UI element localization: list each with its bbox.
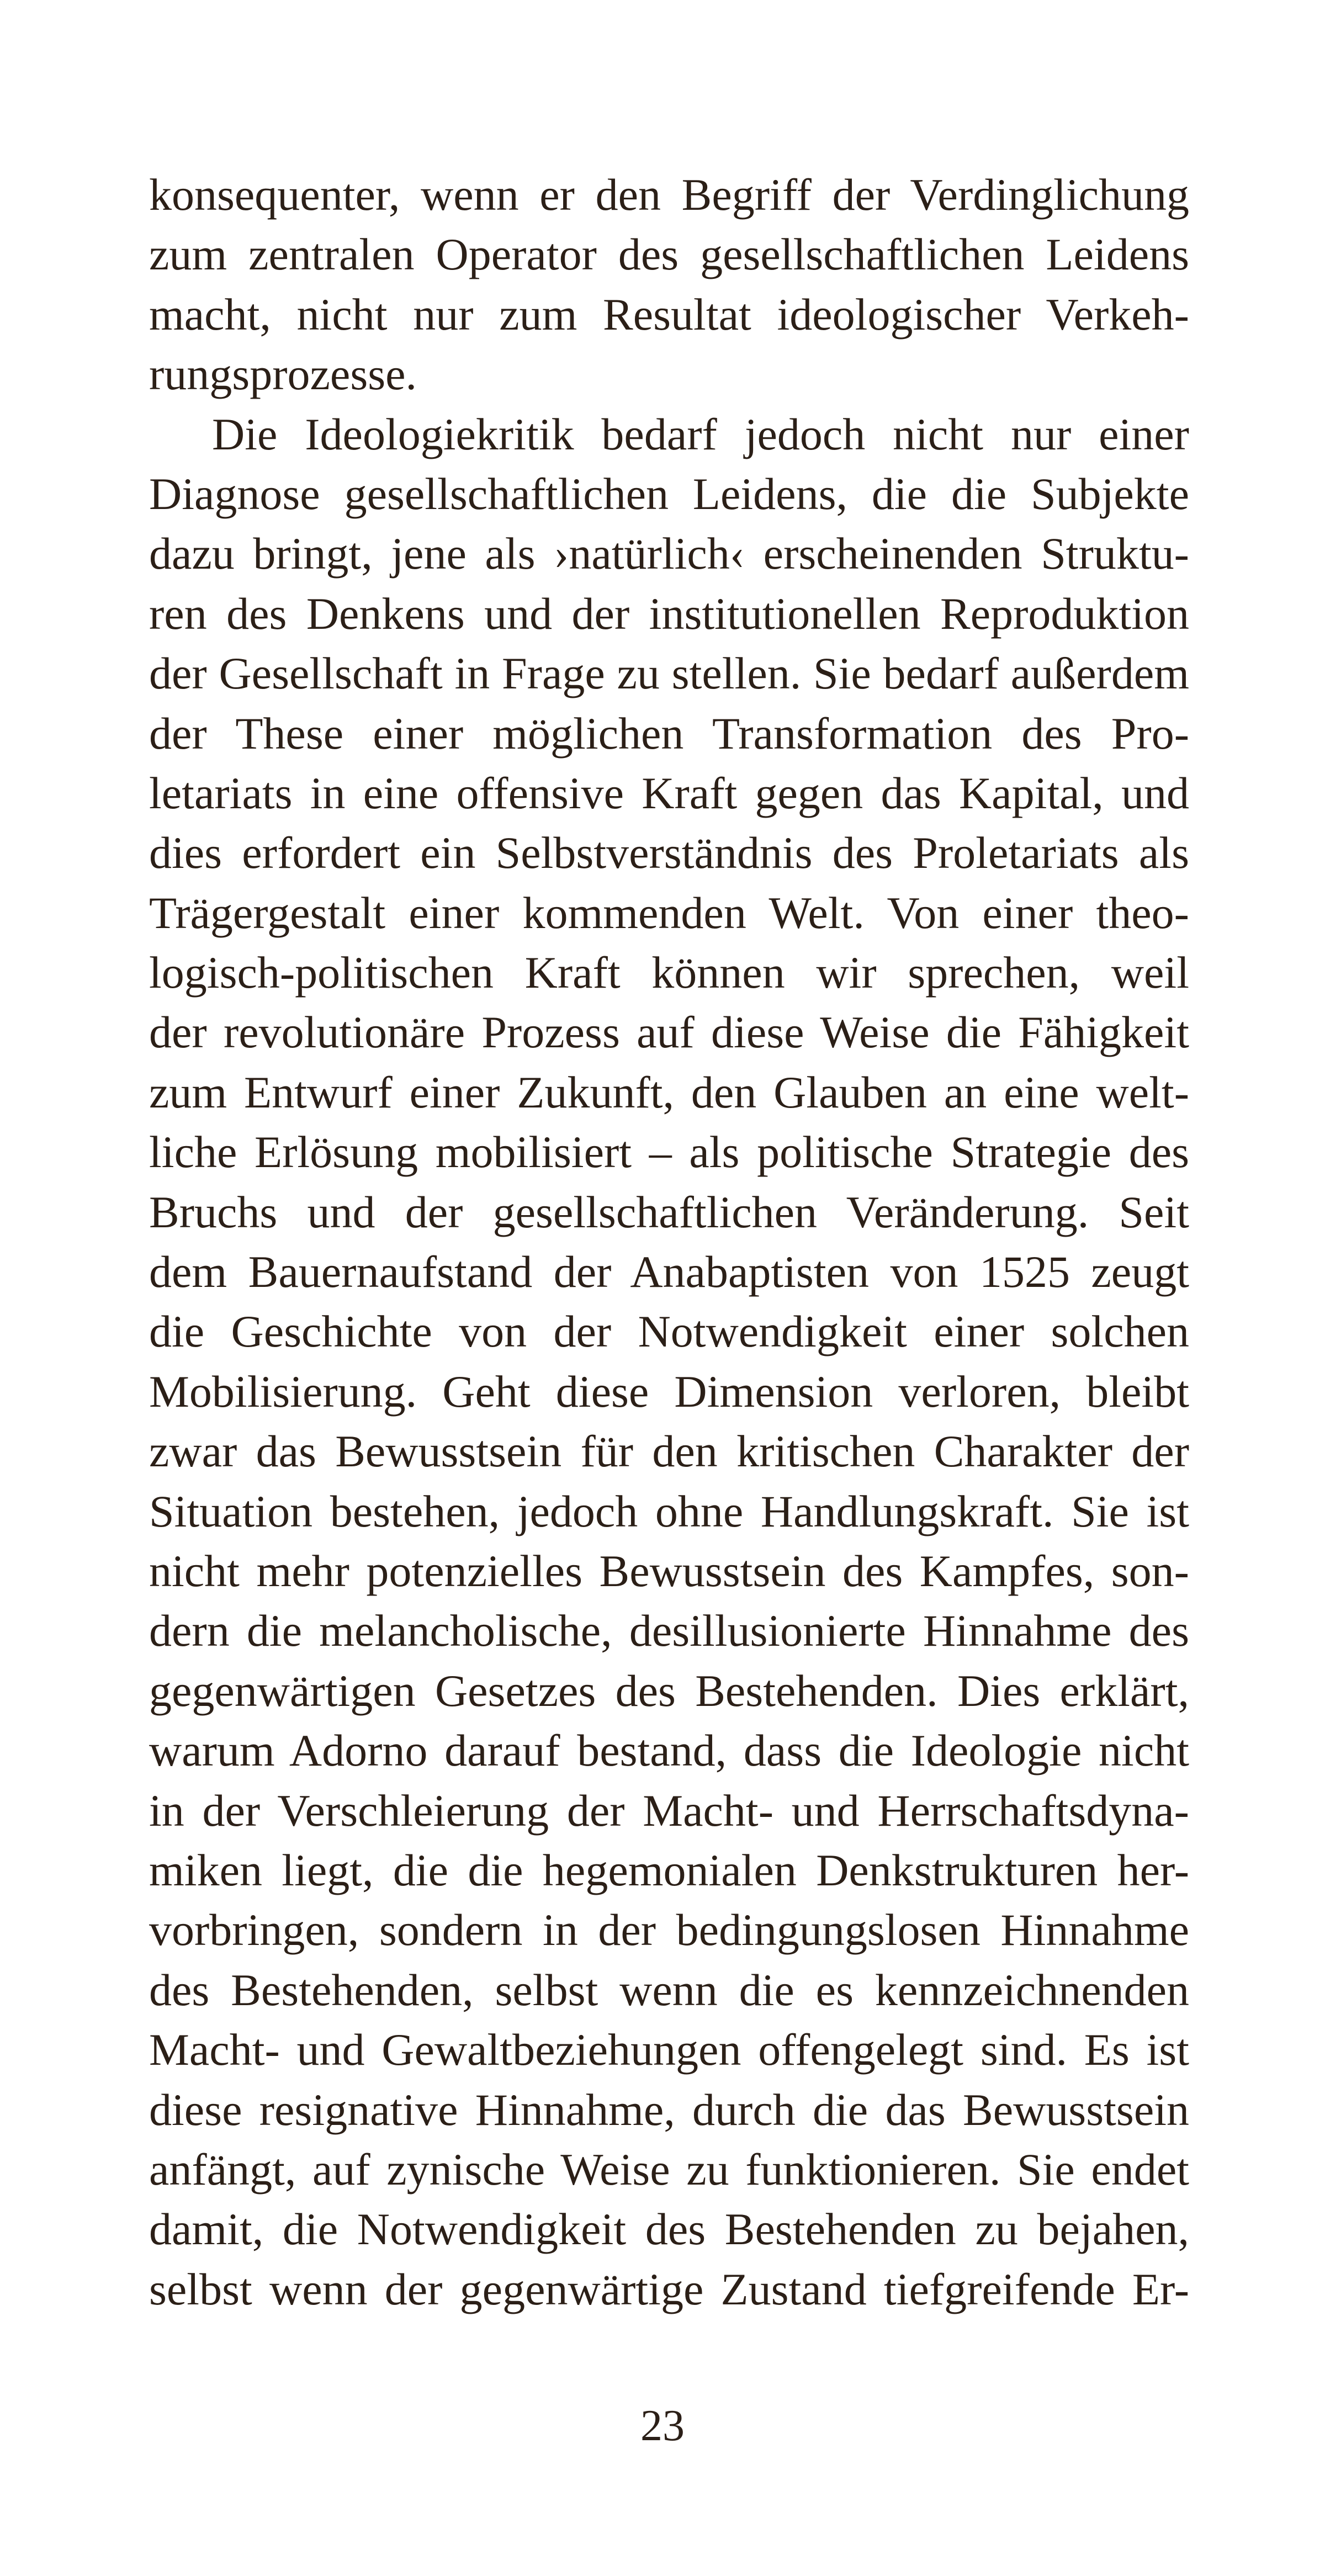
text-line: Trägergestalt einer kommenden Welt. Von einer theo- [149,887,1189,938]
text-line: dem Bauernaufstand der Anabaptisten von 1525 zeugt [149,1247,1189,1297]
body-text [149,165,1189,2319]
text-line: dern die melancholische, desillusionierte Hinnahme des [149,1605,1189,1656]
text-line: miken liegt, die die hegemonialen Denkstrukturen her- [149,1844,1189,1895]
text-line: nicht mehr potenzielles Bewusstsein des Kampfes, son- [149,1545,1189,1596]
text-line: zum Entwurf einer Zukunft, den Glauben an eine welt- [149,1067,1189,1117]
text-line: ren des Denkens und der institutionellen Reproduktion [149,588,1189,639]
text-line: Situation bestehen, jedoch ohne Handlungskraft. Sie ist [149,1486,1189,1536]
text-line: logisch-politischen Kraft können wir sprechen, weil [149,947,1189,998]
page-number: 23 [640,2402,685,2450]
text-line: liche Erlösung mobilisiert – als politische Strategie des [149,1127,1189,1178]
text-line: die Geschichte von der Notwendigkeit einer solchen [149,1306,1189,1357]
text-line: dazu bringt, jene als ›natürlich‹ erscheinenden Struktu- [149,528,1189,579]
text-line: der These einer möglichen Transformation des Pro- [149,708,1189,759]
text-line: selbst wenn der gegenwärtige Zustand tiefgreifende Er- [149,2264,1189,2314]
text-line: rungsprozesse. [149,349,417,400]
text-line: des Bestehenden, selbst wenn die es kennzeichnenden [149,1964,1189,2015]
text-line: letariats in eine offensive Kraft gegen das Kapital, und [149,767,1189,818]
text-line: Die Ideologiekritik bedarf jedoch nicht nur einer [212,409,1189,459]
text-line: Bruchs und der gesellschaftlichen Veränderung. Seit [149,1186,1189,1237]
text-line: macht, nicht nur zum Resultat ideologischer Verkeh- [149,289,1189,340]
text-line: in der Verschleierung der Macht- und Herrschaftsdyna- [149,1785,1189,1836]
text-line: damit, die Notwendigkeit des Bestehenden zu bejahen, [149,2204,1189,2255]
text-line: Mobilisierung. Geht diese Dimension verloren, bleibt [149,1366,1189,1417]
text-line: diese resignative Hinnahme, durch die das Bewusstsein [149,2084,1189,2135]
text-line: der Gesellschaft in Frage zu stellen. Sie bedarf außerdem [149,648,1189,699]
text-line: Diagnose gesellschaftlichen Leidens, die die Subjekte [149,468,1189,519]
text-line: konsequenter, wenn er den Begriff der Verdinglichung [149,169,1189,220]
text-line: zum zentralen Operator des gesellschaftlichen Leidens [149,229,1189,280]
text-line: gegenwärtigen Gesetzes des Bestehenden. Dies erklärt, [149,1665,1189,1716]
text-line: vorbringen, sondern in der bedingungslosen Hinnahme [149,1905,1189,1955]
text-line: anfängt, auf zynische Weise zu funktionieren. Sie endet [149,2144,1189,2195]
text-line: warum Adorno darauf bestand, dass die Ideologie nicht [149,1725,1189,1776]
text-line: Macht- und Gewaltbeziehungen offengelegt sind. Es ist [149,2024,1189,2075]
text-line: der revolutionäre Prozess auf diese Weise die Fähigkeit [149,1007,1189,1058]
text-line: zwar das Bewusstsein für den kritischen Charakter der [149,1426,1189,1477]
text-line: dies erfordert ein Selbstverständnis des Proletariats als [149,828,1189,878]
